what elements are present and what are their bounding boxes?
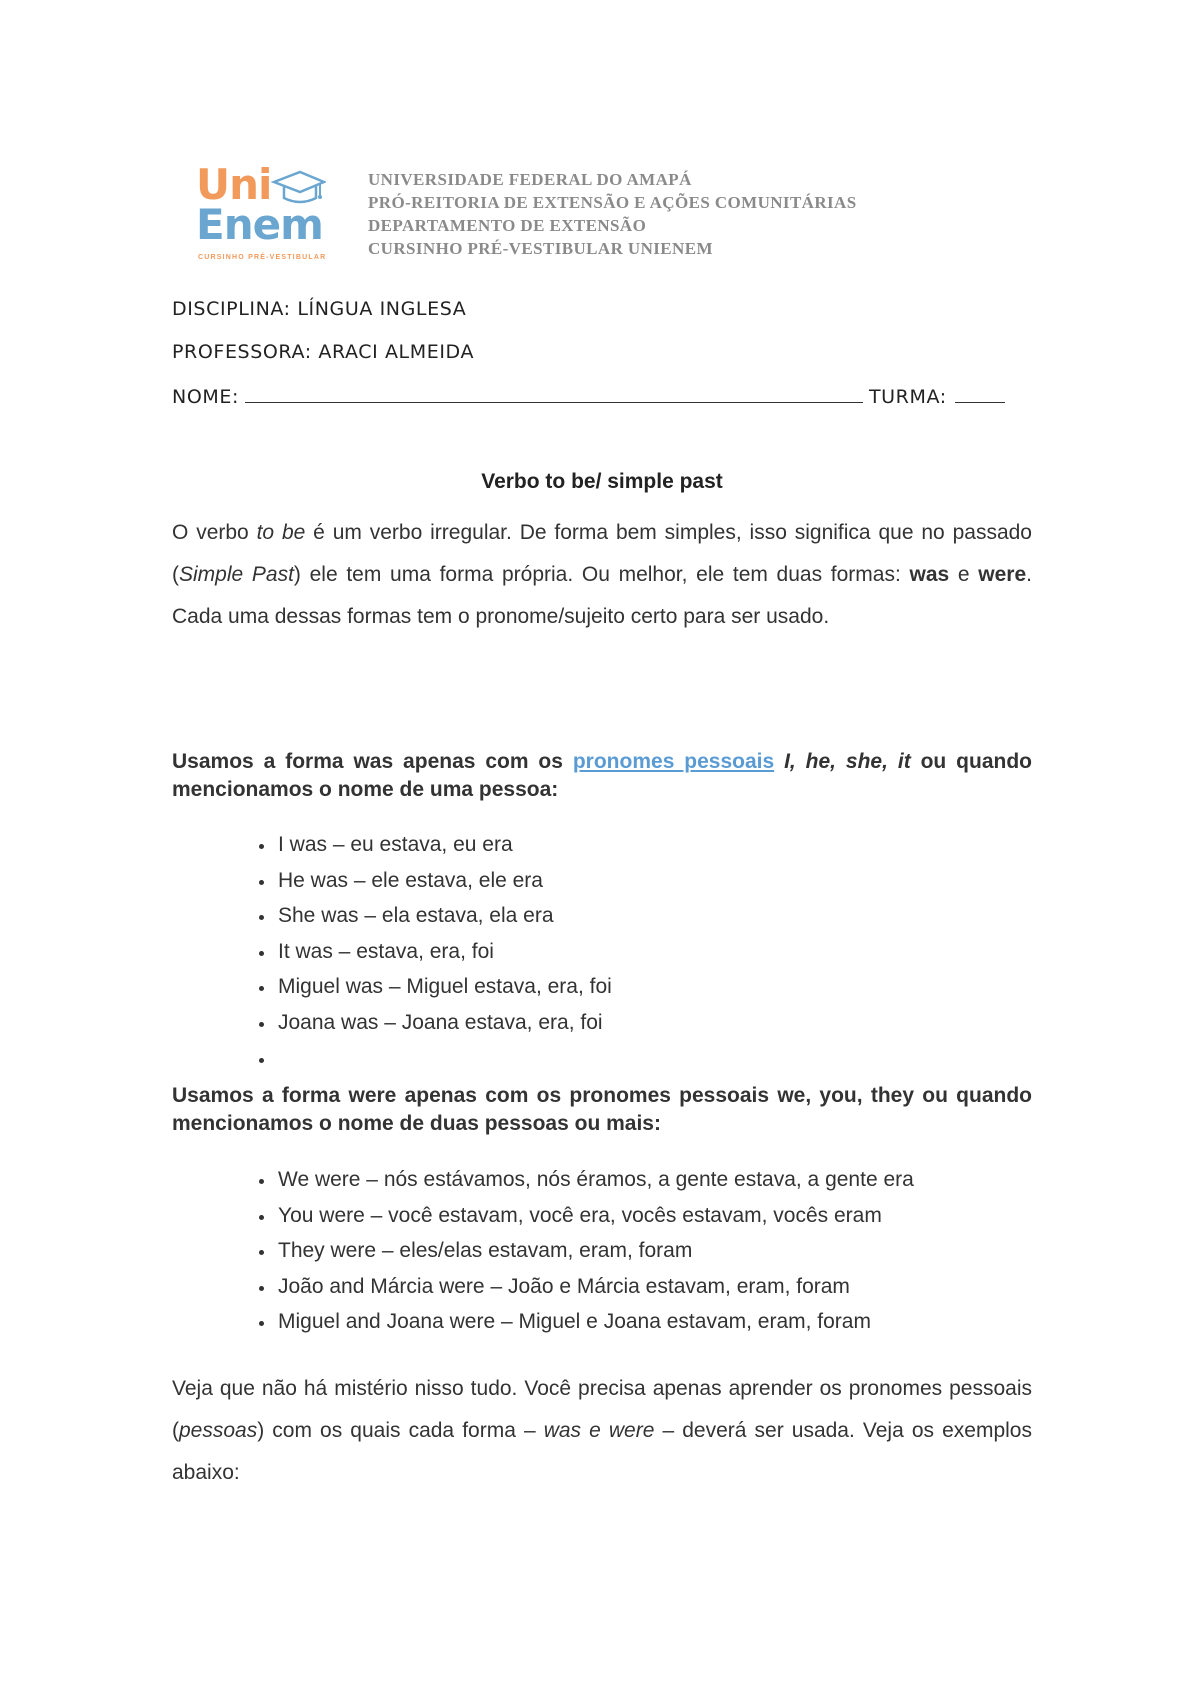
- logo-text-enem: Enem: [196, 200, 323, 249]
- logo-tagline: CURSINHO PRÉ-VESTIBULAR: [198, 254, 327, 261]
- was-heading: [172, 748, 1032, 804]
- closing-paragraph: [172, 1368, 1032, 1494]
- personal-pronouns-link[interactable]: pronomes pessoais: [572, 750, 775, 773]
- heading-text: ou quando mencionamos o nome de uma pessoa:: [172, 750, 1032, 801]
- were-heading: Usamos a forma were apenas com os pronomes pessoais we, you, they ou quando mencionamos o nome de duas pessoas ou mais:: [172, 1084, 1032, 1135]
- unienem-logo: [196, 160, 328, 266]
- closing-emphasis: pessoas: [179, 1419, 258, 1442]
- intro-emphasis: Simple Past: [179, 563, 294, 586]
- intro-emphasis: to be: [256, 521, 306, 544]
- discipline-field: DISCIPLINA: LÍNGUA INGLESA: [172, 298, 467, 320]
- intro-text: ) ele tem uma forma própria. Ou melhor, ele tem duas formas:: [293, 563, 910, 586]
- institution-header: [368, 168, 857, 260]
- closing-text: – deverá ser usada. Veja os exemplos abaixo:: [172, 1419, 1032, 1484]
- institution-line-4: CURSINHO PRÉ-VESTIBULAR UNIENEM: [368, 239, 713, 258]
- list-item: • I was – eu estava, eu era: [276, 827, 1076, 863]
- name-blank-line[interactable]: [245, 384, 863, 403]
- list-item: • He was – ele estava, ele era: [276, 863, 1076, 899]
- list-item: • She was – ela estava, ela era: [276, 898, 1076, 934]
- institution-line-1: UNIVERSIDADE FEDERAL DO AMAPÁ: [368, 170, 692, 189]
- list-item: • Miguel was – Miguel estava, era, foi: [276, 969, 1076, 1005]
- empty-list-item: [276, 1041, 1076, 1077]
- list-item: • They were – eles/elas estavam, eram, foram: [276, 1233, 1076, 1269]
- class-blank-line[interactable]: [955, 384, 1005, 403]
- list-item: • Miguel and Joana were – Miguel e Joana estavam, eram, foram: [276, 1304, 1076, 1340]
- lesson-title: Verbo to be/ simple past: [481, 470, 723, 493]
- intro-bold: were: [978, 563, 1027, 586]
- intro-bold: was: [909, 563, 950, 586]
- intro-paragraph: [172, 512, 1032, 638]
- heading-text: [774, 750, 784, 773]
- name-label: NOME:: [172, 386, 239, 408]
- list-item: • Joana was – Joana estava, era, foi: [276, 1005, 1076, 1041]
- list-item: • João and Márcia were – João e Márcia estavam, eram, foram: [276, 1269, 1076, 1305]
- heading-text: Usamos a forma was apenas com os: [172, 750, 573, 773]
- closing-text: ) com os quais cada forma –: [257, 1419, 544, 1442]
- was-list: [240, 827, 1076, 1076]
- list-item: • We were – nós estávamos, nós éramos, a gente estava, a gente era: [276, 1162, 1076, 1198]
- intro-text: e: [949, 563, 979, 586]
- heading-emphasis: I, he, she, it: [784, 750, 911, 773]
- logo-text-uni: Uni: [196, 160, 272, 209]
- intro-text: é um verbo irregular. De forma bem simples, isso significa que no passado (: [172, 521, 1032, 586]
- list-item: • It was – estava, era, foi: [276, 934, 1076, 970]
- were-list: [240, 1162, 1076, 1340]
- institution-line-2: PRÓ-REITORIA DE EXTENSÃO E AÇÕES COMUNITÁRIAS: [368, 193, 857, 212]
- intro-text: O verbo: [172, 521, 257, 544]
- intro-text: . Cada uma dessas formas tem o pronome/sujeito certo para ser usado.: [172, 563, 1033, 628]
- institution-line-3: DEPARTAMENTO DE EXTENSÃO: [368, 216, 647, 235]
- closing-emphasis: was e were: [543, 1419, 655, 1442]
- list-item: • You were – você estavam, você era, vocês estavam, vocês eram: [276, 1198, 1076, 1234]
- class-label: TURMA:: [868, 386, 947, 408]
- teacher-field: PROFESSORA: ARACI ALMEIDA: [172, 341, 475, 363]
- student-info-row: [172, 384, 1032, 408]
- closing-text: Veja que não há mistério nisso tudo. Você precisa apenas aprender os pronomes pessoais (: [172, 1377, 1032, 1442]
